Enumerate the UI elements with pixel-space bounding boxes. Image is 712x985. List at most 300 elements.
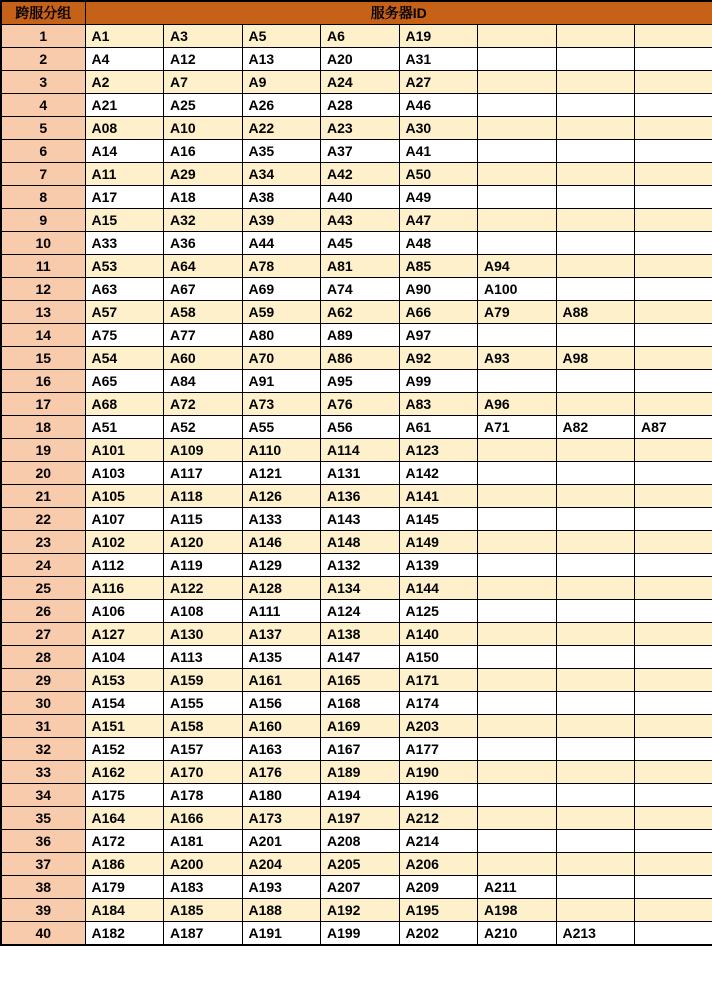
server-id-cell: A160 [242,715,321,738]
server-id-cell: A179 [85,876,164,899]
server-id-cell: A77 [164,324,243,347]
server-id-cell: A7 [164,71,243,94]
empty-cell [478,485,557,508]
empty-cell [556,761,635,784]
empty-cell [635,278,712,301]
group-number-cell: 33 [1,761,85,784]
server-id-cell: A124 [321,600,400,623]
server-id-cell: A147 [321,646,400,669]
empty-cell [478,784,557,807]
group-number-cell: 18 [1,416,85,439]
server-id-cell: A153 [85,669,164,692]
table-row [1,416,712,439]
empty-cell [478,830,557,853]
server-id-cell: A186 [85,853,164,876]
group-number-cell: 14 [1,324,85,347]
server-id-cell: A125 [399,600,478,623]
server-id-cell: A175 [85,784,164,807]
server-id-cell: A88 [556,301,635,324]
server-id-cell: A143 [321,508,400,531]
empty-cell [635,876,712,899]
group-number-cell: 15 [1,347,85,370]
server-id-cell: A30 [399,117,478,140]
server-id-cell: A1 [85,25,164,48]
table-row [1,301,712,324]
empty-cell [478,577,557,600]
table-row [1,48,712,71]
empty-cell [478,738,557,761]
server-id-cell: A6 [321,25,400,48]
server-id-cell: A202 [399,922,478,945]
group-number-cell: 7 [1,163,85,186]
empty-cell [556,830,635,853]
server-id-cell: A174 [399,692,478,715]
server-id-cell: A96 [478,393,557,416]
server-id-cell: A210 [478,922,557,945]
server-id-cell: A164 [85,807,164,830]
empty-cell [556,462,635,485]
server-id-cell: A18 [164,186,243,209]
empty-cell [635,807,712,830]
server-id-cell: A57 [85,301,164,324]
server-id-cell: A3 [164,25,243,48]
server-id-cell: A126 [242,485,321,508]
server-id-cell: A36 [164,232,243,255]
server-id-cell: A17 [85,186,164,209]
server-id-cell: A22 [242,117,321,140]
server-id-cell: A2 [85,71,164,94]
server-id-cell: A104 [85,646,164,669]
server-id-cell: A119 [164,554,243,577]
server-id-cell: A37 [321,140,400,163]
group-number-cell: 19 [1,439,85,462]
server-id-cell: A183 [164,876,243,899]
server-id-cell: A111 [242,600,321,623]
server-id-cell: A19 [399,25,478,48]
server-id-cell: A42 [321,163,400,186]
server-id-cell: A150 [399,646,478,669]
server-id-cell: A92 [399,347,478,370]
empty-cell [635,94,712,117]
empty-cell [635,784,712,807]
server-id-cell: A187 [164,922,243,945]
table-row [1,462,712,485]
server-id-cell: A45 [321,232,400,255]
empty-cell [635,738,712,761]
table-row [1,761,712,784]
group-number-cell: 25 [1,577,85,600]
group-number-cell: 39 [1,899,85,922]
table-row [1,807,712,830]
empty-cell [556,71,635,94]
server-id-cell: A62 [321,301,400,324]
empty-cell [635,347,712,370]
server-id-cell: A214 [399,830,478,853]
group-column-header: 跨服分组 [1,1,85,25]
server-id-cell: A107 [85,508,164,531]
table-row [1,784,712,807]
group-number-cell: 28 [1,646,85,669]
server-id-cell: A209 [399,876,478,899]
server-id-cell: A178 [164,784,243,807]
server-id-cell: A114 [321,439,400,462]
group-number-cell: 4 [1,94,85,117]
server-id-cell: A177 [399,738,478,761]
empty-cell [478,140,557,163]
server-id-cell: A80 [242,324,321,347]
server-id-cell: A191 [242,922,321,945]
empty-cell [478,646,557,669]
server-id-cell: A74 [321,278,400,301]
group-number-cell: 9 [1,209,85,232]
empty-cell [478,692,557,715]
table-row [1,922,712,945]
group-number-cell: 17 [1,393,85,416]
server-id-cell: A26 [242,94,321,117]
server-id-cell: A40 [321,186,400,209]
empty-cell [635,623,712,646]
empty-cell [478,439,557,462]
server-id-cell: A118 [164,485,243,508]
table-row [1,140,712,163]
empty-cell [556,554,635,577]
server-id-cell: A181 [164,830,243,853]
empty-cell [556,623,635,646]
server-id-cell: A167 [321,738,400,761]
server-id-cell: A08 [85,117,164,140]
empty-cell [635,485,712,508]
server-id-cell: A52 [164,416,243,439]
server-id-cell: A21 [85,94,164,117]
table-row [1,324,712,347]
server-id-cell: A135 [242,646,321,669]
server-id-cell: A212 [399,807,478,830]
table-row [1,393,712,416]
empty-cell [556,508,635,531]
group-number-cell: 36 [1,830,85,853]
server-id-cell: A145 [399,508,478,531]
server-id-cell: A49 [399,186,478,209]
empty-cell [635,899,712,922]
server-id-cell: A106 [85,600,164,623]
server-id-cell: A120 [164,531,243,554]
server-id-cell: A28 [321,94,400,117]
group-number-cell: 2 [1,48,85,71]
server-id-cell: A29 [164,163,243,186]
server-id-cell: A68 [85,393,164,416]
empty-cell [635,439,712,462]
server-id-cell: A38 [242,186,321,209]
server-id-cell: A23 [321,117,400,140]
server-id-cell: A24 [321,71,400,94]
server-id-cell: A156 [242,692,321,715]
server-id-cell: A4 [85,48,164,71]
empty-cell [635,209,712,232]
empty-cell [478,117,557,140]
empty-cell [478,370,557,393]
empty-cell [635,600,712,623]
server-id-cell: A185 [164,899,243,922]
group-number-cell: 40 [1,922,85,945]
group-number-cell: 22 [1,508,85,531]
table-row [1,71,712,94]
group-number-cell: 5 [1,117,85,140]
server-id-cell: A99 [399,370,478,393]
server-id-cell: A63 [85,278,164,301]
empty-cell [635,370,712,393]
table-row [1,669,712,692]
server-id-cell: A157 [164,738,243,761]
server-id-cell: A84 [164,370,243,393]
table-row [1,163,712,186]
empty-cell [556,393,635,416]
server-id-cell: A51 [85,416,164,439]
server-id-cell: A85 [399,255,478,278]
empty-cell [556,140,635,163]
empty-cell [635,508,712,531]
empty-cell [635,393,712,416]
server-id-cell: A32 [164,209,243,232]
server-id-cell: A14 [85,140,164,163]
server-id-cell: A46 [399,94,478,117]
empty-cell [635,577,712,600]
empty-cell [556,485,635,508]
server-id-cell: A196 [399,784,478,807]
empty-cell [556,784,635,807]
server-id-cell: A213 [556,922,635,945]
server-id-cell: A55 [242,416,321,439]
server-id-cell: A69 [242,278,321,301]
table-row [1,853,712,876]
empty-cell [478,554,557,577]
empty-cell [478,853,557,876]
empty-cell [635,232,712,255]
server-id-cell: A208 [321,830,400,853]
server-id-cell: A206 [399,853,478,876]
server-id-cell: A131 [321,462,400,485]
empty-cell [478,186,557,209]
table-row [1,531,712,554]
group-number-cell: 12 [1,278,85,301]
server-id-cell: A139 [399,554,478,577]
empty-cell [635,462,712,485]
server-id-cell: A161 [242,669,321,692]
server-id-cell: A90 [399,278,478,301]
server-id-cell: A169 [321,715,400,738]
server-id-cell: A203 [399,715,478,738]
server-id-cell: A110 [242,439,321,462]
server-id-cell: A34 [242,163,321,186]
table-row [1,600,712,623]
empty-cell [635,715,712,738]
empty-cell [635,531,712,554]
empty-cell [478,761,557,784]
empty-cell [556,232,635,255]
table-row [1,186,712,209]
server-id-cell: A59 [242,301,321,324]
empty-cell [556,899,635,922]
empty-cell [556,255,635,278]
server-id-cell: A168 [321,692,400,715]
empty-cell [556,715,635,738]
empty-cell [635,301,712,324]
empty-cell [556,278,635,301]
group-number-cell: 3 [1,71,85,94]
empty-cell [478,715,557,738]
group-number-cell: 32 [1,738,85,761]
empty-cell [478,807,557,830]
table-row [1,25,712,48]
server-id-cell: A144 [399,577,478,600]
empty-cell [556,25,635,48]
server-id-cell: A79 [478,301,557,324]
table-row [1,209,712,232]
table-row [1,623,712,646]
empty-cell [635,554,712,577]
server-id-cell: A140 [399,623,478,646]
server-id-cell: A95 [321,370,400,393]
table-row [1,370,712,393]
server-id-cell: A66 [399,301,478,324]
server-id-cell: A123 [399,439,478,462]
server-id-cell: A130 [164,623,243,646]
table-row [1,117,712,140]
server-id-cell: A188 [242,899,321,922]
server-id-cell: A113 [164,646,243,669]
empty-cell [556,692,635,715]
server-id-cell: A47 [399,209,478,232]
header-row [1,1,712,25]
server-id-cell: A159 [164,669,243,692]
server-id-cell: A201 [242,830,321,853]
empty-cell [635,761,712,784]
empty-cell [478,209,557,232]
server-id-cell: A199 [321,922,400,945]
table-row [1,278,712,301]
empty-cell [635,853,712,876]
server-id-cell: A87 [635,416,712,439]
server-id-cell: A121 [242,462,321,485]
server-id-cell: A109 [164,439,243,462]
empty-cell [556,209,635,232]
group-number-cell: 35 [1,807,85,830]
server-id-cell: A176 [242,761,321,784]
server-id-cell: A154 [85,692,164,715]
server-id-cell: A67 [164,278,243,301]
server-id-cell: A73 [242,393,321,416]
empty-cell [556,738,635,761]
server-id-cell: A204 [242,853,321,876]
group-number-cell: 21 [1,485,85,508]
server-id-cell: A103 [85,462,164,485]
server-id-cell: A105 [85,485,164,508]
server-id-cell: A141 [399,485,478,508]
server-id-cell: A41 [399,140,478,163]
empty-cell [556,669,635,692]
group-number-cell: 37 [1,853,85,876]
empty-cell [556,94,635,117]
group-number-cell: 24 [1,554,85,577]
server-id-cell: A194 [321,784,400,807]
group-number-cell: 23 [1,531,85,554]
empty-cell [556,577,635,600]
empty-cell [478,324,557,347]
server-id-cell: A65 [85,370,164,393]
server-id-cell: A115 [164,508,243,531]
server-id-cell: A116 [85,577,164,600]
server-id-cell: A58 [164,301,243,324]
empty-cell [556,370,635,393]
table-row [1,646,712,669]
empty-cell [556,853,635,876]
empty-cell [635,255,712,278]
server-id-cell: A98 [556,347,635,370]
server-id-cell: A11 [85,163,164,186]
empty-cell [635,186,712,209]
server-id-cell: A91 [242,370,321,393]
server-id-cell: A151 [85,715,164,738]
server-id-cell: A137 [242,623,321,646]
empty-cell [635,48,712,71]
empty-cell [556,876,635,899]
group-number-cell: 26 [1,600,85,623]
server-id-cell: A13 [242,48,321,71]
empty-cell [478,508,557,531]
empty-cell [556,117,635,140]
table-row [1,830,712,853]
empty-cell [478,25,557,48]
table-row [1,347,712,370]
server-id-cell: A127 [85,623,164,646]
group-number-cell: 8 [1,186,85,209]
group-number-cell: 10 [1,232,85,255]
server-id-cell: A61 [399,416,478,439]
server-id-column-header: 服务器ID [85,1,712,25]
empty-cell [635,25,712,48]
server-id-cell: A171 [399,669,478,692]
server-id-cell: A170 [164,761,243,784]
group-number-cell: 34 [1,784,85,807]
table-row [1,738,712,761]
table-row [1,255,712,278]
table-row [1,715,712,738]
server-id-cell: A44 [242,232,321,255]
server-id-cell: A200 [164,853,243,876]
group-number-cell: 16 [1,370,85,393]
empty-cell [635,324,712,347]
server-id-cell: A112 [85,554,164,577]
group-number-cell: 6 [1,140,85,163]
server-id-cell: A10 [164,117,243,140]
table-row [1,232,712,255]
empty-cell [556,646,635,669]
server-id-cell: A149 [399,531,478,554]
group-number-cell: 20 [1,462,85,485]
server-id-cell: A33 [85,232,164,255]
server-id-cell: A93 [478,347,557,370]
empty-cell [635,830,712,853]
server-id-cell: A48 [399,232,478,255]
server-id-cell: A82 [556,416,635,439]
server-id-cell: A76 [321,393,400,416]
server-id-cell: A102 [85,531,164,554]
server-id-cell: A148 [321,531,400,554]
server-id-cell: A89 [321,324,400,347]
server-id-cell: A20 [321,48,400,71]
group-number-cell: 11 [1,255,85,278]
group-number-cell: 31 [1,715,85,738]
server-id-cell: A72 [164,393,243,416]
